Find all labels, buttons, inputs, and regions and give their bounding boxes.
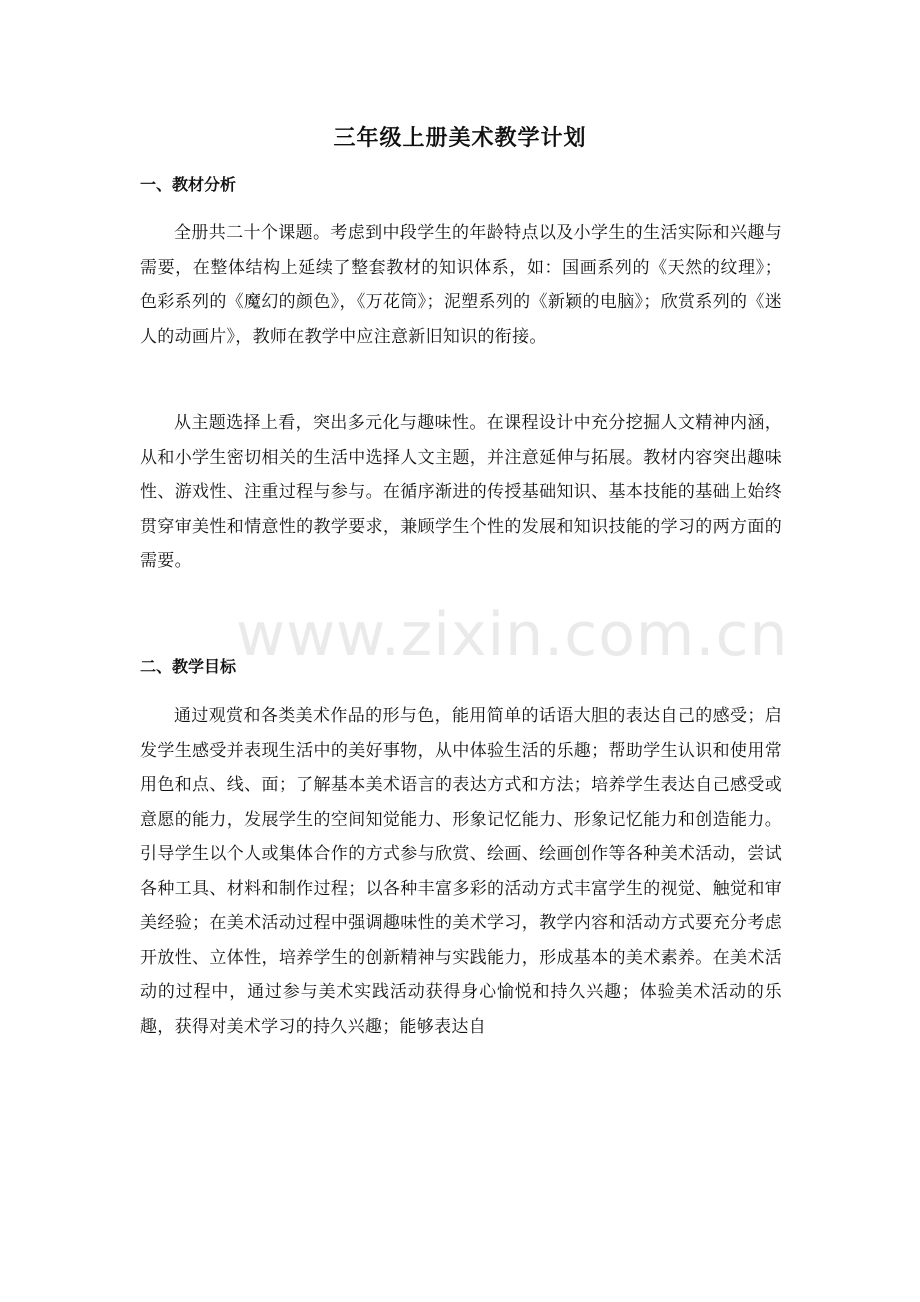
paragraph-teaching-objectives: 通过观赏和各类美术作品的形与色，能用简单的话语大胆的表达自己的感受；启发学生感受并表现生活中的美好事物，从中体验生活的乐趣；帮助学生认识和使用常用色和点、线、面；了解基本美术语言的表达方式和方法；培养学生表达自己感受或意愿的能力，发展学生的空间知觉能力、形象记忆能力、形象记忆能力和创造能力。引导学生以个人或集体合作的方式参与欣赏、绘画、绘画创作等各种美术活动，尝试各种工具、材料和制作过程；以各种丰富多彩的活动方式丰富学生的视觉、触觉和审美经验；在美术活动过程中强调趣味性的美术学习，教学内容和活动方式要充分考虑开放性、立体性，培养学生的创新精神与实践能力，形成基本的美术素养。在美术活动的过程中，通过参与美术实践活动获得身心愉悦和持久兴趣；体验美术活动的乐趣，获得对美术学习的持久兴趣；能够表达自 (140, 706, 782, 1037)
watermark-text: www.zixin.com.cn (236, 600, 789, 670)
section-heading-objectives: 二、教学目标 (140, 657, 237, 676)
paragraph-theme-selection: 从主题选择上看，突出多元化与趣味性。在课程设计中充分挖掘人文精神内涵，从和小学生密切相关的生活中选择人文主题，并注意延伸与拓展。教材内容突出趣味性、游戏性、注重过程与参与。在循序渐进的传授基础知识、基本技能的基础上始终贯穿审美性和情意性的教学要求，兼顾学生个性的发展和知识技能的学习的两方面的需要。 (140, 413, 782, 571)
section-heading-materials: 一、教材分析 (140, 175, 237, 194)
paragraph-materials-overview: 全册共二十个课题。考虑到中段学生的年龄特点以及小学生的生活实际和兴趣与需要，在整体结构上延续了整套教材的知识体系，如：国画系列的《天然的纹理》；色彩系列的《魔幻的颜色》，《万花筒》；泥塑系列的《新颖的电脑》；欣赏系列的《迷人的动画片》，教师在教学中应注意新旧知识的衔接。 (140, 223, 782, 347)
document-title: 三年级上册美术教学计划 (333, 125, 587, 151)
